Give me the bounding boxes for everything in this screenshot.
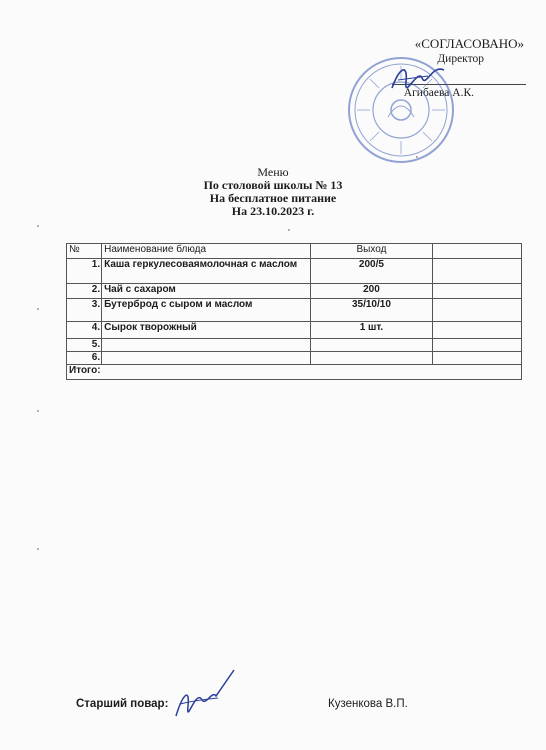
row-num: 6. [67, 352, 102, 365]
row-empty [432, 352, 521, 365]
approval-role: Директор [437, 53, 484, 65]
row-dish [102, 339, 311, 352]
title-free-meals: На бесплатное питание [209, 191, 337, 205]
row-dish [102, 259, 311, 284]
row-out [311, 352, 433, 365]
header-out: Выход [311, 244, 433, 259]
row-out [311, 339, 433, 352]
table-row [67, 284, 522, 299]
row-empty [432, 284, 521, 299]
row-num: 1. [67, 259, 102, 284]
table-row [67, 322, 522, 339]
row-out: 35/10/10 [311, 299, 433, 322]
header-num: № [67, 244, 102, 259]
row-num: 3. [67, 299, 102, 322]
row-dish [102, 352, 311, 365]
table-total-row [67, 365, 522, 380]
table-row [67, 339, 522, 352]
header-empty [432, 244, 521, 259]
chef-signature-icon [168, 666, 240, 726]
table-row [67, 299, 522, 322]
row-out: 1 шт. [311, 322, 433, 339]
scan-speck [37, 308, 39, 310]
row-num: 4. [67, 322, 102, 339]
table-header-row [67, 244, 522, 259]
scan-speck [288, 229, 290, 231]
row-dish: Бутерброд с сыром и маслом [102, 299, 311, 322]
row-empty [432, 259, 521, 284]
row-num: 2. [67, 284, 102, 299]
header-dish: Наименование блюда [102, 244, 311, 259]
scan-speck [37, 225, 39, 227]
row-out: 200/5 [311, 259, 433, 284]
row-dish: Сырок творожный [102, 322, 311, 339]
scan-speck [37, 410, 39, 412]
table-row [67, 259, 522, 284]
document-title [0, 166, 546, 218]
approval-heading: «СОГЛАСОВАНО» [414, 36, 524, 51]
approval-name: Агибаева А.К. [403, 87, 474, 99]
total-label: Итого: [67, 365, 522, 380]
table-row [67, 352, 522, 365]
director-signature-icon [388, 60, 448, 94]
menu-table [66, 243, 522, 380]
row-empty [432, 339, 521, 352]
scan-speck [416, 156, 418, 158]
row-empty [432, 299, 521, 322]
title-school: По столовой школы № 13 [203, 178, 343, 192]
row-out: 200 [311, 284, 433, 299]
scan-speck [37, 548, 39, 550]
chef-name: Кузенкова В.П. [328, 698, 408, 710]
row-empty [432, 322, 521, 339]
row-dish-text: Каша геркулесоваямолочная с маслом [104, 259, 298, 270]
row-num: 5. [67, 339, 102, 352]
title-menu: Меню [257, 165, 289, 179]
chef-label: Старший повар: [76, 698, 169, 710]
title-date: На 23.10.2023 г. [231, 204, 315, 218]
row-dish: Чай с сахаром [102, 284, 311, 299]
